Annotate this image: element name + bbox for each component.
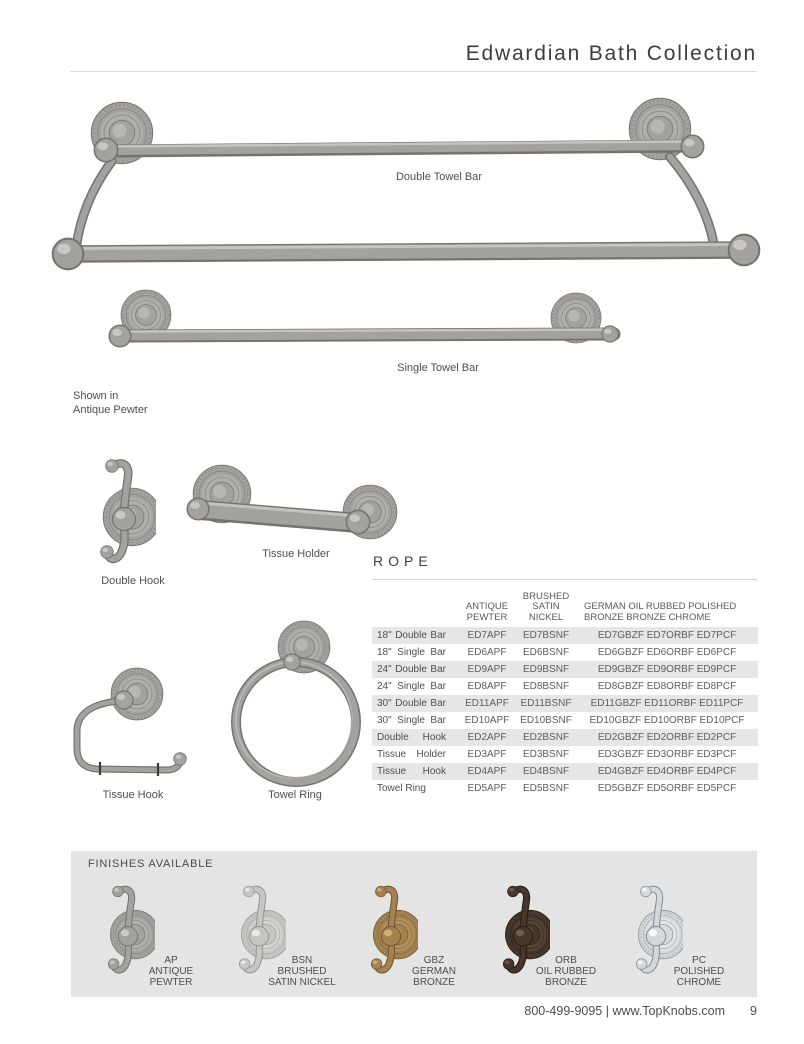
code-cell-ap: ED11APF: [465, 698, 509, 709]
code-cell-ap: ED5APF: [467, 783, 507, 794]
rope-table-row: [372, 780, 758, 797]
item-cell: 24" Single Bar: [377, 681, 446, 692]
code-cell-ap: ED4APF: [467, 766, 507, 777]
code-cell-ap: ED3APF: [467, 749, 507, 760]
rope-table-row: [372, 712, 758, 729]
rope-table-row: [372, 644, 758, 661]
shown-in-note: [73, 390, 148, 417]
shown-in-line1: Shown in: [73, 390, 119, 402]
rope-divider: [372, 579, 757, 580]
code-cell-ap: ED7APF: [467, 630, 507, 641]
rope-table-row: [372, 678, 758, 695]
item-cell: 30" Double Bar: [377, 698, 446, 709]
code-cell-ap: ED6APF: [467, 647, 507, 658]
code-cell-bsn: ED10BSNF: [520, 715, 572, 726]
double-hook-label: Double Hook: [101, 575, 165, 587]
item-cell: Double Hook: [377, 732, 446, 743]
rope-table-body: [372, 627, 758, 797]
code-cell-bsn: ED8BSNF: [522, 681, 570, 692]
page-title: Edwardian Bath Collection: [465, 42, 757, 65]
code-cell-combined: ED7GBZF ED7ORBF ED7PCF: [597, 630, 737, 641]
code-cell-bsn: ED9BSNF: [522, 664, 570, 675]
code-cell-combined: ED4GBZF ED4ORBF ED4PCF: [597, 766, 737, 777]
item-cell: Towel Ring: [377, 783, 426, 794]
header-brushed-satin-nickel: BRUSHED SATIN NICKEL: [522, 590, 570, 623]
finish-label: PC POLISHED CHROME: [673, 955, 725, 988]
finish-item-polished-chrome: [624, 878, 754, 990]
code-cell-bsn: ED3BSNF: [522, 749, 570, 760]
header-antique-pewter: ANTIQUE PEWTER: [465, 601, 509, 623]
finishes-title: FINISHES AVAILABLE: [88, 858, 214, 870]
code-cell-combined: ED5GBZF ED5ORBF ED5PCF: [597, 783, 737, 794]
double-towel-bar-label: Double Towel Bar: [395, 171, 482, 183]
finish-label: AP ANTIQUE PEWTER: [148, 955, 194, 988]
code-cell-bsn: ED7BSNF: [522, 630, 570, 641]
finish-label: GBZ GERMAN BRONZE: [412, 955, 456, 988]
finish-label: BSN BRUSHED SATIN NICKEL: [268, 955, 336, 988]
item-cell: Tissue Hook: [377, 766, 446, 777]
code-cell-ap: ED2APF: [467, 732, 507, 743]
code-cell-combined: ED3GBZF ED3ORBF ED3PCF: [597, 749, 737, 760]
item-cell: Tissue Holder: [377, 749, 446, 760]
finish-item-oil-rubbed-bronze: [491, 878, 621, 990]
finish-item-german-bronze: [359, 878, 489, 990]
rope-table-header: [372, 583, 758, 625]
footer-contact: 800-499-9095 | www.TopKnobs.com: [524, 1004, 725, 1018]
rope-table: [372, 583, 758, 797]
code-cell-combined: ED2GBZF ED2ORBF ED2PCF: [597, 732, 737, 743]
code-cell-combined: ED11GBZF ED11ORBF ED11PCF: [590, 698, 744, 709]
single-towel-bar-image: [98, 283, 722, 363]
finish-item-antique-pewter: [96, 878, 226, 990]
finish-item-brushed-satin-nickel: [227, 878, 357, 990]
tissue-hook-label: Tissue Hook: [102, 789, 164, 801]
header-bronze-chrome-group: GERMAN OIL RUBBED POLISHED BRONZE BRONZE CHROME: [584, 601, 737, 623]
code-cell-bsn: ED6BSNF: [522, 647, 570, 658]
header-item-column: [372, 583, 458, 625]
code-cell-bsn: ED2BSNF: [522, 732, 570, 743]
code-cell-ap: ED8APF: [467, 681, 507, 692]
code-cell-bsn: ED5BSNF: [522, 783, 570, 794]
item-cell: 24" Double Bar: [377, 664, 446, 675]
tissue-holder-label: Tissue Holder: [262, 548, 330, 560]
finish-label: ORB OIL RUBBED BRONZE: [535, 955, 597, 988]
double-hook-image: [92, 450, 156, 578]
code-cell-combined: ED8GBZF ED8ORBF ED8PCF: [597, 681, 737, 692]
towel-ring-image: [222, 618, 368, 794]
code-cell-ap: ED9APF: [467, 664, 507, 675]
rope-table-row: [372, 729, 758, 746]
item-cell: 18" Single Bar: [377, 647, 446, 658]
double-towel-bar-image: [40, 83, 780, 295]
rope-table-row: [372, 661, 758, 678]
header-divider: [70, 71, 757, 72]
code-cell-combined: ED9GBZF ED9ORBF ED9PCF: [597, 664, 737, 675]
code-cell-combined: ED6GBZF ED6ORBF ED6PCF: [597, 647, 737, 658]
rope-table-row: [372, 746, 758, 763]
page-number: 9: [750, 1004, 757, 1018]
shown-in-line2: Antique Pewter: [73, 403, 148, 416]
code-cell-bsn: ED4BSNF: [522, 766, 570, 777]
tissue-hook-image: [70, 650, 196, 790]
item-cell: 30" Single Bar: [377, 715, 446, 726]
code-cell-bsn: ED11BSNF: [520, 698, 572, 709]
single-towel-bar-label: Single Towel Bar: [397, 362, 479, 374]
item-cell: 18" Double Bar: [377, 630, 446, 641]
code-cell-combined: ED10GBZF ED10ORBF ED10PCF: [589, 715, 745, 726]
finishes-panel: [71, 851, 757, 997]
towel-ring-label: Towel Ring: [268, 789, 322, 801]
rope-table-row: [372, 627, 758, 644]
rope-table-row: [372, 763, 758, 780]
code-cell-ap: ED10APF: [464, 715, 510, 726]
rope-section-title: ROPE: [373, 553, 433, 569]
tissue-holder-image: [178, 458, 408, 554]
rope-table-row: [372, 695, 758, 712]
